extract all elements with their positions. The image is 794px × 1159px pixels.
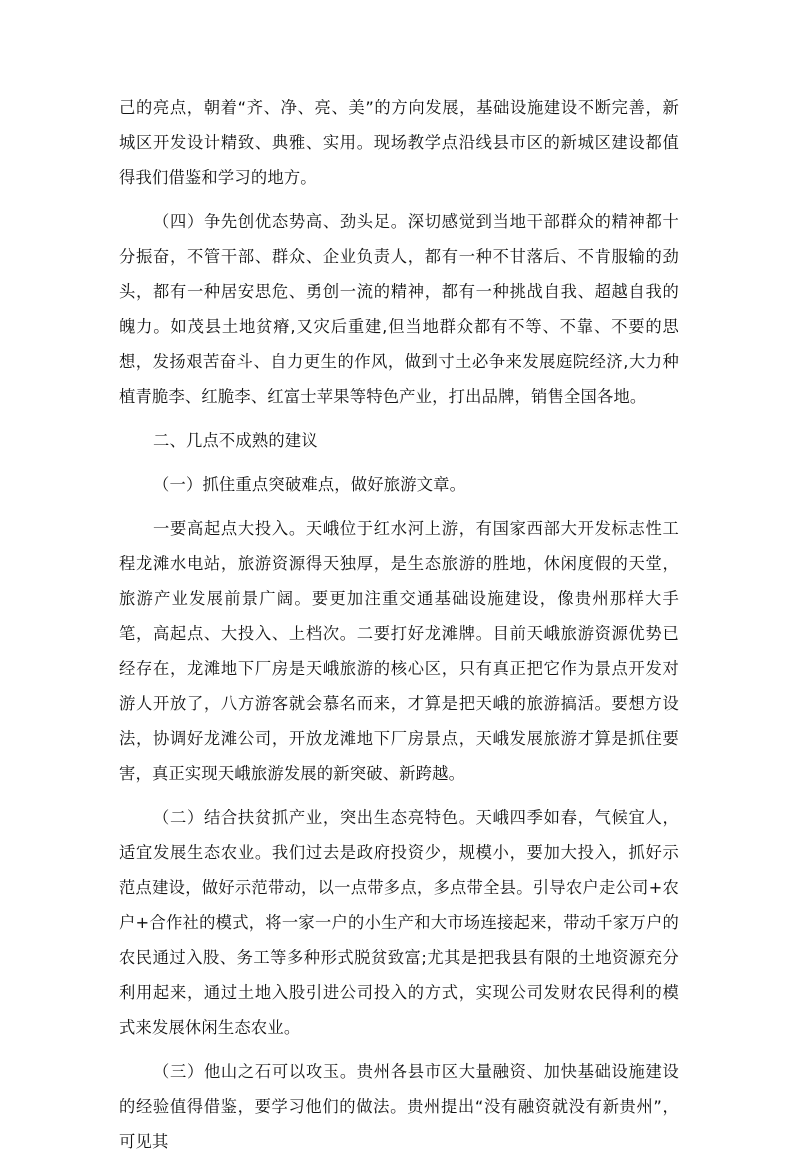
subheading-tourism: （一）抓住重点突破难点，做好旅游文章。 [153, 475, 467, 494]
paragraph-tourism: 一要高起点大投入。天峨位于红水河上游，有国家西部大开发标志性工程龙滩水电站，旅游资源得天独厚，是生态旅游的胜地，休闲度假的天堂，旅游产业发展前景广阔。要更加注重交通基础设施建设，像贵州那样大手笔，高起点、大投入、上档次。二要打好龙滩牌。目前天峨旅游资源优势已经存在，龙滩地下厂房是天峨旅游的核心区，只有真正把它作为景点开发对游人开放了，八方游客就会慕名而来，才算是把天峨的旅游搞活。要想方设法，协调好龙滩公司，开放龙滩地下厂房景点，天峨发展旅游才算是抓住要害，真正实现天峨旅游发展的新突破、新跨越。 [119, 519, 679, 783]
paragraph-poverty-industry: （二）结合扶贫抓产业，突出生态亮特色。天峨四季如春，气候宜人，适宜发展生态农业。我们过去是政府投资少，规模小，要加大投入，抓好示范点建设，做好示范带动，以一点带多点，多点带全县。引导农户走公司+农户+合作社的模式，将一家一户的小生产和大市场连接起来，带动千家万户的农民通过入股、务工等多种形式脱贫致富;尤其是把我县有限的土地资源充分利用起来，通过土地入股引进公司投入的方式，实现公司发财农民得利的模式来发展休闲生态农业。 [119, 808, 679, 1037]
section-heading-suggestions: 二、几点不成熟的建议 [153, 431, 318, 450]
paragraph-section-4: （四）争先创优态势高、劲头足。深切感觉到当地干部群众的精神都十分振奋，不管干部、群众、企业负责人，都有一种不甘落后、不肯服输的劲头，都有一种居安思危、勇创一流的精神，都有一种挑战自我、超越自我的魄力。如茂县土地贫瘠,又灾后重建,但当地群众都有不等、不靠、不要的思想，发扬艰苦奋斗、自力更生的作风，做到寸土必争来发展庭院经济,大力种植青脆李、红脆李、红富士苹果等特色产业，打出品牌，销售全国各地。 [119, 212, 679, 406]
document-body [119, 90, 679, 1159]
paragraph-continuation: 己的亮点，朝着“齐、净、亮、美”的方向发展，基础设施建设不断完善，新城区开发设计精致、典雅、实用。现场教学点沿线县市区的新城区建设都值得我们借鉴和学习的地方。 [119, 98, 679, 187]
paragraph-guizhou-experience: （三）他山之石可以攻玉。贵州各县市区大量融资、加快基础设施建设的经验值得借鉴，要学习他们的做法。贵州提出“没有融资就没有新贵州”，可见其 [119, 1062, 679, 1151]
